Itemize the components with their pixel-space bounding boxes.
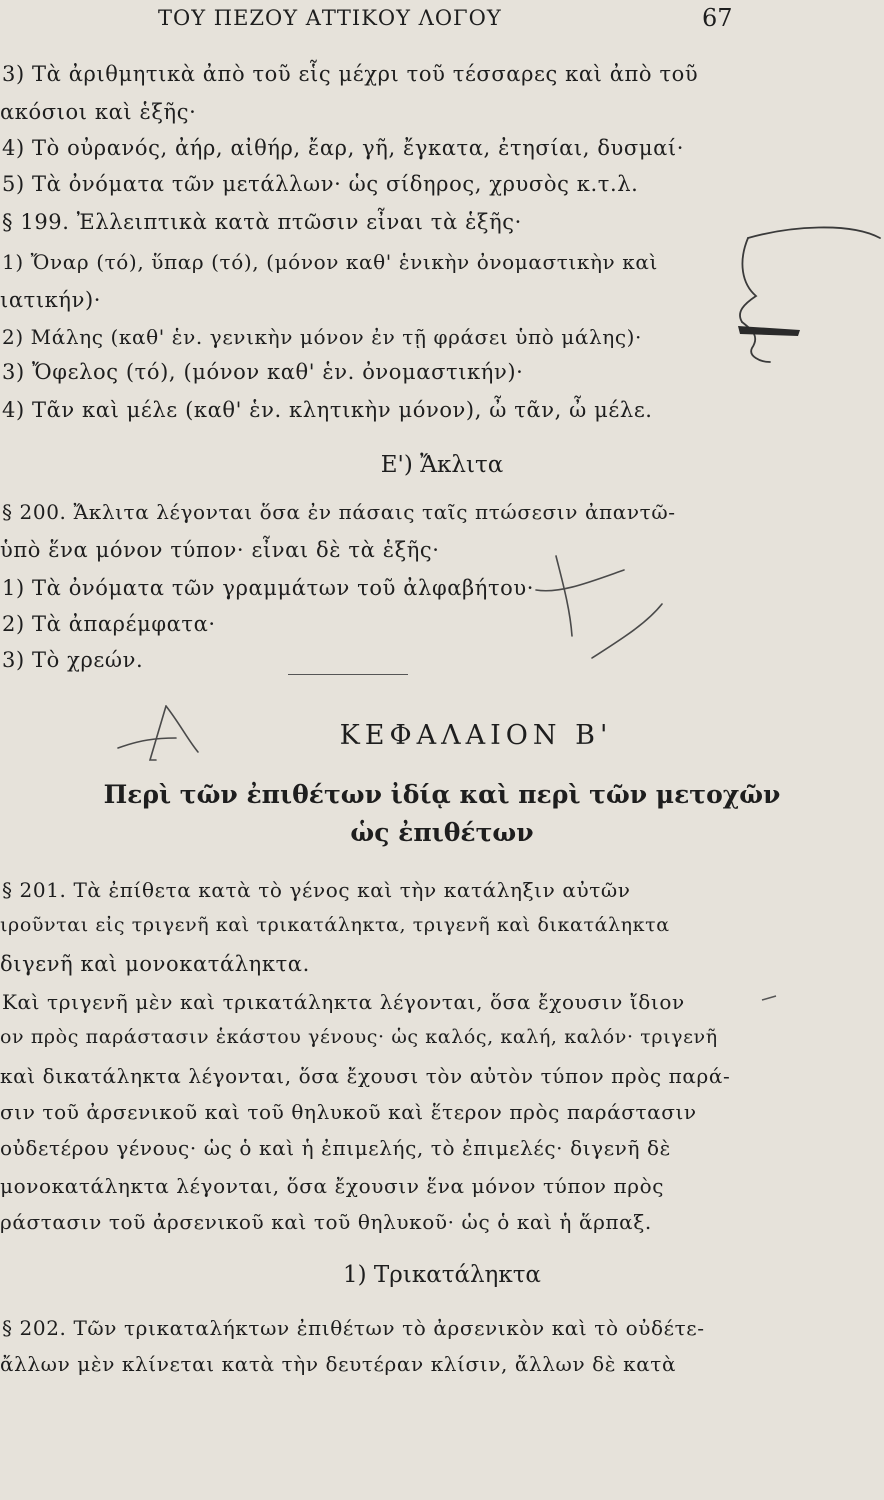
text-line: ακόσιοι καὶ ἑξῆς· (0, 100, 197, 124)
page-header (0, 4, 884, 40)
text-line: 2) Τὰ ἀπαρέμφατα· (2, 612, 216, 636)
section-heading-trikatalikta: 1) Τρικατάληκτα (343, 1262, 541, 1288)
text-line: 2) Μάλης (καθ' ἑν. γενικὴν μόνον ἐν τῇ φράσει ὑπὸ μάλης)· (2, 325, 643, 349)
text-line: Καὶ τριγενῆ μὲν καὶ τρικατάληκτα λέγονται, ὅσα ἔχουσιν ἴδιον (2, 990, 685, 1014)
text-line: 5) Τὰ ὀνόματα τῶν μετάλλων· ὡς σίδηρος, χρυσὸς κ.τ.λ. (2, 172, 639, 196)
cross-mark (536, 556, 662, 658)
text-line: 3) Τὰ ἀριθμητικὰ ἀπὸ τοῦ εἷς μέχρι τοῦ τέσσαρες καὶ ἀπὸ τοῦ (2, 62, 699, 86)
text-line: 4) Τᾶν καὶ μέλε (καθ' ἑν. κλητικὴν μόνον), ὦ τᾶν, ὦ μέλε. (2, 398, 653, 422)
text-line: ράστασιν τοῦ ἀρσενικοῦ καὶ τοῦ θηλυκοῦ· ὡς ὁ καὶ ἡ ἅρπαξ. (0, 1210, 652, 1234)
section-heading-e: Ε') Ἄκλιτα (380, 452, 504, 478)
text-line: 3) Ὄφελος (τό), (μόνον καθ' ἑν. ὀνομαστικήν)· (2, 360, 524, 384)
profile-face-drawing (740, 227, 880, 362)
text-line: διγενῆ καὶ μονοκατάληκτα. (0, 952, 310, 976)
mustache-mark (738, 326, 800, 336)
page-number: 67 (702, 4, 733, 32)
text-line: οὐδετέρου γένους· ὡς ὁ καὶ ἡ ἐπιμελής, τὸ ἐπιμελές· διγενῆ δὲ (0, 1136, 671, 1160)
text-line: ιατικήν)· (0, 288, 102, 312)
section-202: § 202. Τῶν τρικαταλήκτων ἐπιθέτων τὸ ἀρσενικὸν καὶ τὸ οὐδέτε- (2, 1316, 705, 1340)
text-line: 1) Ὄναρ (τό), ὕπαρ (τό), (μόνον καθ' ἑνικὴν ὀνομαστικὴν καὶ (2, 250, 658, 274)
text-line: 3) Τὸ χρεών. (2, 648, 144, 672)
section-199: § 199. Ἐλλειπτικὰ κατὰ πτῶσιν εἶναι τὰ ἑξῆς· (2, 210, 522, 234)
divider-rule (288, 674, 408, 675)
text-line: 4) Τὸ οὐρανός, ἀήρ, αἰθήρ, ἔαρ, γῆ, ἔγκατα, ἐτησίαι, δυσμαί· (2, 136, 684, 160)
chapter-title: ΚΕΦΑΛΑΙΟΝ Β' (339, 720, 613, 751)
text-line: ὑπὸ ἕνα μόνον τύπον· εἶναι δὲ τὰ ἑξῆς· (0, 538, 440, 562)
chapter-subtitle-line2: ὡς ἐπιθέτων (350, 818, 534, 847)
text-line: ἄλλων μὲν κλίνεται κατὰ τὴν δευτέραν κλίσιν, ἄλλων δὲ κατὰ (0, 1352, 677, 1376)
text-line: μονοκατάληκτα λέγονται, ὅσα ἔχουσιν ἕνα μόνον τύπον πρὸς (0, 1174, 665, 1198)
text-line: ιροῦνται εἰς τριγενῆ καὶ τρικατάληκτα, τριγενῆ καὶ δικατάληκτα (0, 914, 670, 936)
text-line: 1) Τὰ ὀνόματα τῶν γραμμάτων τοῦ ἀλφαβήτου· (2, 576, 535, 600)
running-head: ΤΟΥ ΠΕΖΟΥ ΑΤΤΙΚΟΥ ΛΟΓΟΥ (158, 6, 502, 30)
margin-dash (762, 996, 776, 1000)
section-200: § 200. Ἄκλιτα λέγονται ὅσα ἐν πάσαις ταῖς πτώσεσιν ἀπαντῶ- (2, 500, 676, 524)
chapter-subtitle-line1: Περὶ τῶν ἐπιθέτων ἰδίᾳ καὶ περὶ τῶν μετοχῶν (103, 780, 781, 809)
text-line: καὶ δικατάληκτα λέγονται, ὅσα ἔχουσι τὸν αὐτὸν τύπον πρὸς παρά- (0, 1064, 731, 1088)
text-line: ον πρὸς παράστασιν ἑκάστου γένους· ὡς καλός, καλή, καλόν· τριγενῆ (0, 1026, 718, 1048)
section-201: § 201. Τὰ ἐπίθετα κατὰ τὸ γένος καὶ τὴν κατάληξιν αὐτῶν (2, 878, 631, 902)
text-line: σιν τοῦ ἀρσενικοῦ καὶ τοῦ θηλυκοῦ καὶ ἕτερον πρὸς παράστασιν (0, 1100, 697, 1124)
